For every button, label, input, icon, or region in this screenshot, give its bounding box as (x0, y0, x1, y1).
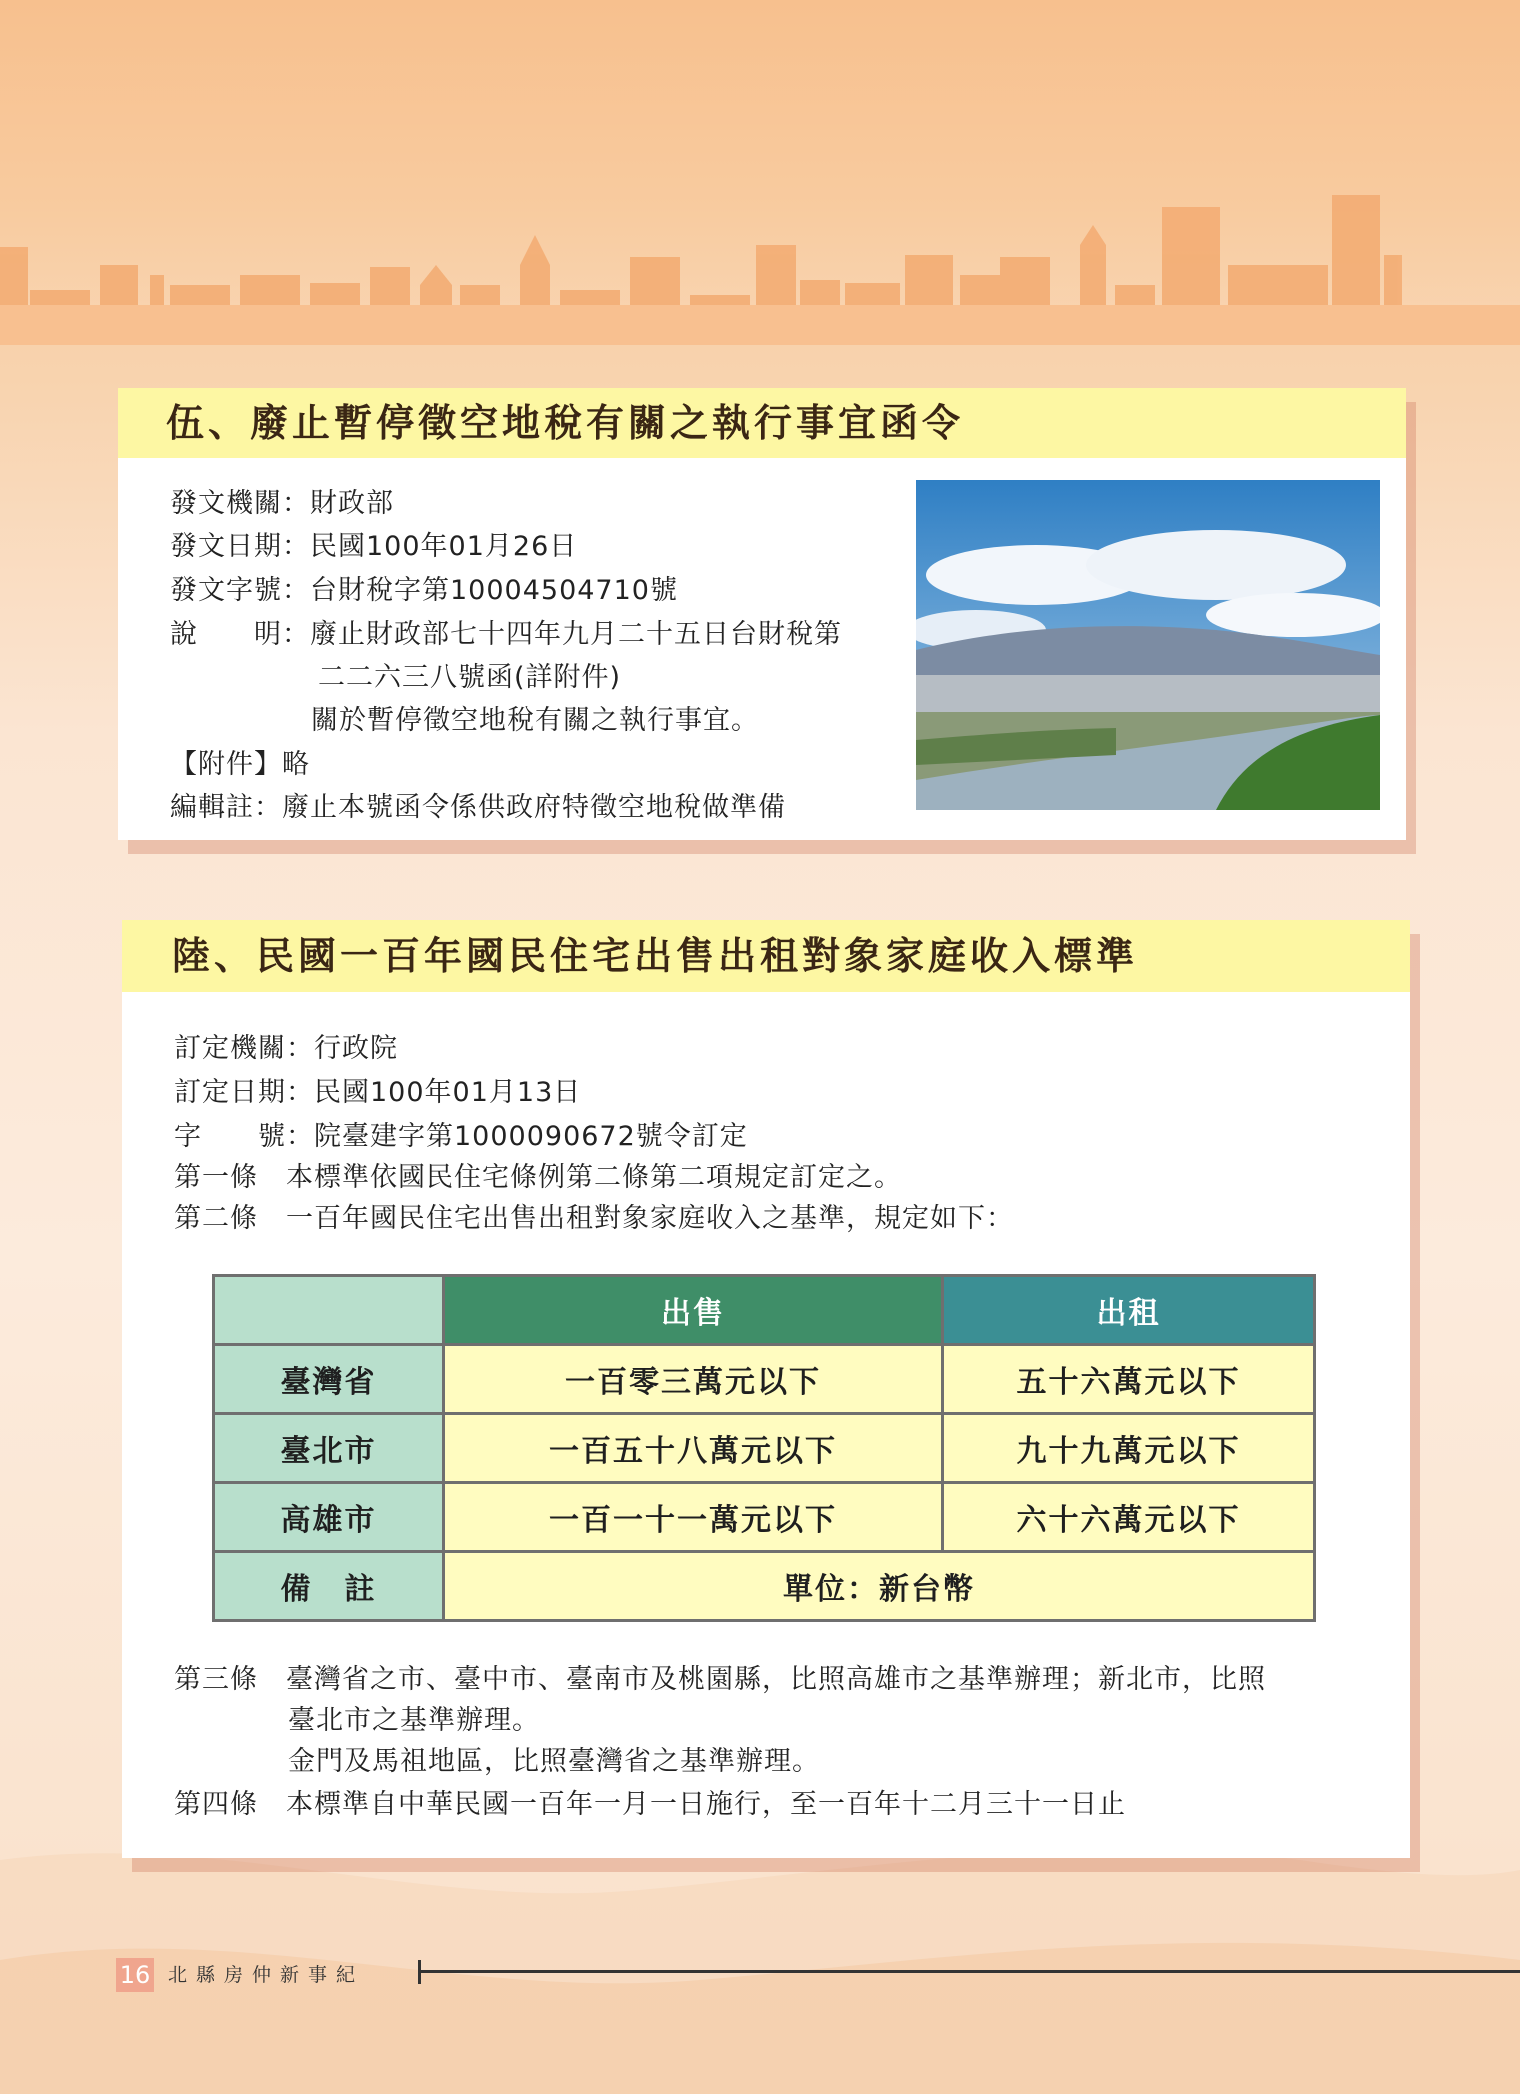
table-header-row (214, 1276, 1315, 1345)
section-2-date: 訂定日期：民國100年01月13日 (174, 1077, 582, 1108)
section-2-title: 陸、民國一百年國民住宅出售出租對象家庭收入標準 (122, 920, 1410, 992)
section-2-number: 字 號：院臺建字第1000090672號令訂定 (174, 1121, 748, 1152)
article-3: 第三條 臺灣省之市、臺中市、臺南市及桃園縣，比照高雄市之基準辦理；新北市，比照 (174, 1664, 1266, 1695)
rent-value: 六十六萬元以下 (943, 1483, 1315, 1552)
income-standard-table (212, 1274, 1316, 1622)
rent-value: 五十六萬元以下 (943, 1345, 1315, 1414)
section-1-issuer: 發文機關：財政部 (170, 488, 394, 519)
section-1-explanation: 說 明：廢止財政部七十四年九月二十五日台財稅第 (170, 619, 842, 650)
header-sale: 出售 (444, 1276, 943, 1345)
publication-name: 北縣房仲新事紀 (168, 1964, 365, 1986)
article-4: 第四條 本標準自中華民國一百年一月一日施行，至一百年十二月三十一日止 (174, 1789, 1126, 1820)
section-1-doc-number: 發文字號：台財稅字第10004504710號 (170, 575, 678, 606)
header-rent: 出租 (943, 1276, 1315, 1345)
sale-value: 一百零三萬元以下 (444, 1345, 943, 1414)
note-value: 單位：新台幣 (444, 1552, 1315, 1621)
row-label: 高雄市 (214, 1483, 444, 1552)
row-label: 臺灣省 (214, 1345, 444, 1414)
section-card-1 (118, 388, 1406, 840)
footer-rule (420, 1970, 1520, 1973)
table-row (214, 1345, 1315, 1414)
section-card-2 (122, 920, 1410, 1858)
city-skyline-illustration (0, 195, 1520, 345)
article-1: 第一條 本標準依國民住宅條例第二條第二項規定訂定之。 (174, 1162, 902, 1193)
section-1-explanation-cont2: 關於暫停徵空地稅有關之執行事宜。 (311, 705, 759, 736)
decorative-wave-background (0, 1820, 1520, 2094)
sale-value: 一百五十八萬元以下 (444, 1414, 943, 1483)
article-2: 第二條 一百年國民住宅出售出租對象家庭收入之基準，規定如下： (174, 1203, 1014, 1234)
section-1-explanation-cont: 二二六三八號函(詳附件) (318, 662, 622, 693)
section-1-title: 伍、廢止暫停徵空地稅有關之執行事宜函令 (118, 388, 1406, 458)
section-1-date: 發文日期：民國100年01月26日 (170, 531, 578, 562)
section-2-authority: 訂定機關：行政院 (174, 1033, 398, 1064)
table-row (214, 1414, 1315, 1483)
rent-value: 九十九萬元以下 (943, 1414, 1315, 1483)
sale-value: 一百一十一萬元以下 (444, 1483, 943, 1552)
article-3-cont2: 金門及馬祖地區，比照臺灣省之基準辦理。 (288, 1746, 820, 1777)
landscape-photo (916, 480, 1380, 810)
section-1-editor-note: 編輯註：廢止本號函令係供政府特徵空地稅做準備 (170, 792, 786, 823)
section-1-attachment: 【附件】略 (170, 749, 310, 780)
table-row (214, 1483, 1315, 1552)
note-label: 備 註 (214, 1552, 444, 1621)
article-3-cont: 臺北市之基準辦理。 (288, 1705, 540, 1736)
table-corner-cell (214, 1276, 444, 1345)
row-label: 臺北市 (214, 1414, 444, 1483)
table-note-row (214, 1552, 1315, 1621)
page-number: 16 (116, 1958, 154, 1992)
